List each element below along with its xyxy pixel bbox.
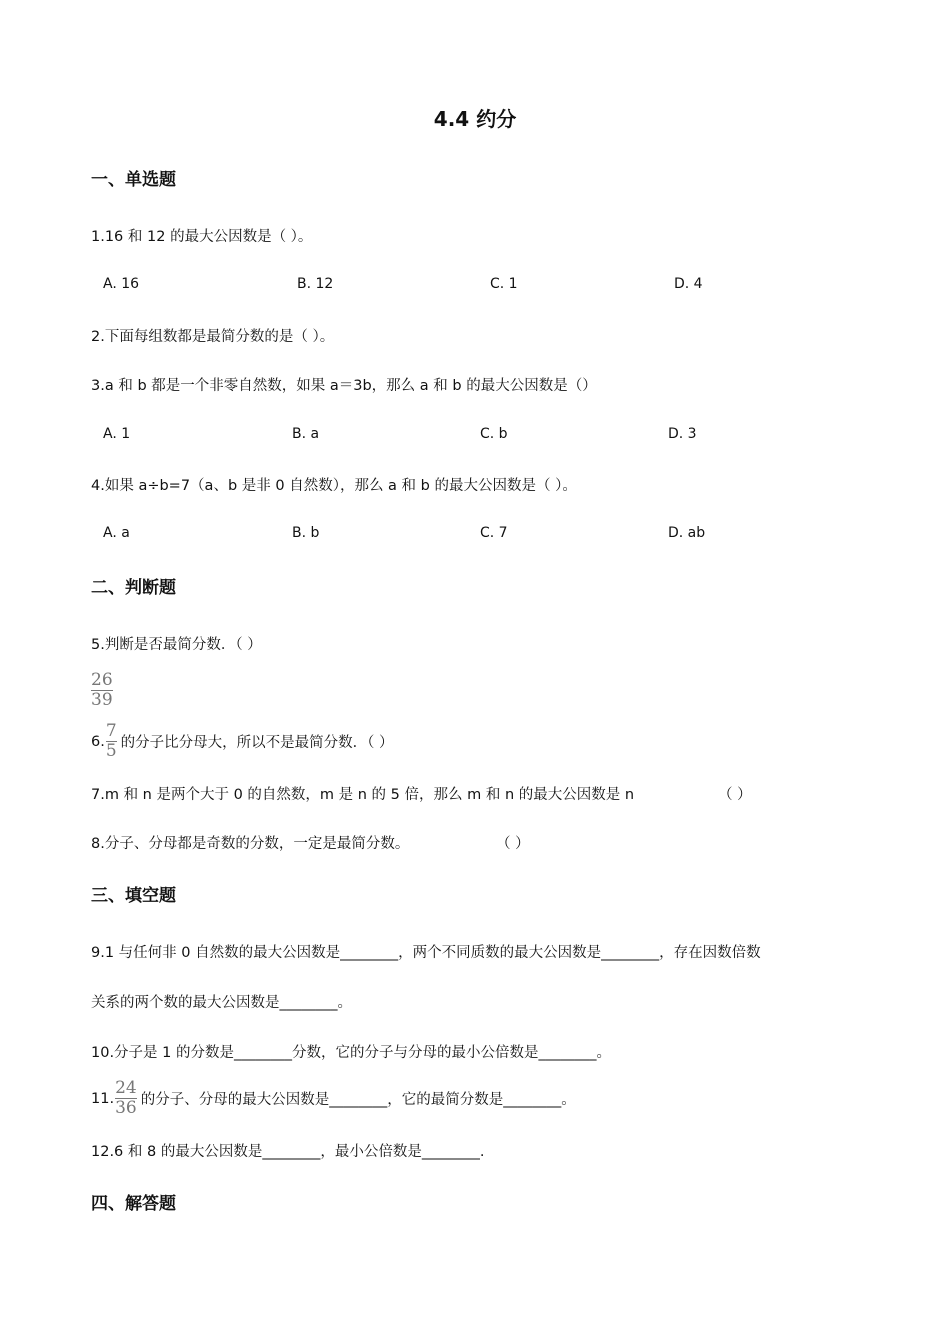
question-6 <box>91 723 394 760</box>
q8-answer-paren: （ ） <box>496 836 530 852</box>
q3-option-d: D. 3 <box>668 426 697 442</box>
question-7: 7.m 和 n 是两个大于 0 的自然数，m 是 n 的 5 倍，那么 m 和 n 的最大公因数是 n <box>91 787 635 803</box>
q3-option-b: B. a <box>292 426 320 442</box>
q6-text: 的分子比分母大，所以不是最简分数．（ ） <box>120 735 394 751</box>
question-9-line-2: 关系的两个数的最大公因数是________。 <box>91 995 352 1011</box>
q4-option-d: D. ab <box>668 525 706 541</box>
q3-option-a: A. 1 <box>103 426 131 442</box>
q11-number: 11. <box>91 1090 115 1107</box>
question-10: 10.分子是 1 的分数是________分数，它的分子与分母的最小公倍数是________。 <box>91 1045 612 1061</box>
section-heading-true-false: 二、判断题 <box>91 578 176 598</box>
q7-answer-paren: （ ） <box>718 787 752 803</box>
q1-option-a: A. 16 <box>103 276 140 292</box>
fraction-denominator: 36 <box>115 1098 137 1118</box>
question-2: 2.下面每组数都是最简分数的是（ ）。 <box>91 329 335 345</box>
q4-option-b: B. b <box>292 525 320 541</box>
question-3: 3.a 和 b 都是一个非零自然数，如果 a＝3b，那么 a 和 b 的最大公因数是（） <box>91 378 597 394</box>
fraction-numerator: 24 <box>115 1078 137 1098</box>
question-11 <box>91 1080 576 1117</box>
fraction-numerator: 26 <box>91 670 113 690</box>
q4-option-a: A. a <box>103 525 130 541</box>
q5-fraction <box>91 672 113 709</box>
question-5: 5.判断是否最简分数．（ ） <box>91 637 262 653</box>
section-heading-solve: 四、解答题 <box>91 1194 176 1214</box>
q6-fraction <box>106 723 117 760</box>
q6-number: 6. <box>91 733 105 750</box>
q1-option-b: B. 12 <box>297 276 334 292</box>
q1-option-c: C. 1 <box>490 276 518 292</box>
q3-option-c: C. b <box>480 426 508 442</box>
question-8: 8.分子、分母都是奇数的分数，一定是最简分数。 <box>91 836 410 852</box>
fraction-denominator: 5 <box>105 741 117 761</box>
section-heading-fill-blank: 三、填空题 <box>91 886 176 906</box>
question-4: 4.如果 a÷b=7（a、b 是非 0 自然数），那么 a 和 b 的最大公因数是（ ）。 <box>91 478 577 494</box>
q4-option-c: C. 7 <box>480 525 508 541</box>
q11-fraction <box>115 1080 137 1117</box>
question-9-line-1: 9.1 与任何非 0 自然数的最大公因数是________，两个不同质数的最大公因数是________，存在因数倍数 <box>91 945 761 961</box>
fraction-denominator: 39 <box>91 690 113 710</box>
q1-option-d: D. 4 <box>674 276 703 292</box>
question-12: 12.6 和 8 的最大公因数是________，最小公倍数是________. <box>91 1144 485 1160</box>
q11-text: 的分子、分母的最大公因数是________，它的最简分数是________。 <box>140 1092 576 1108</box>
page-title: 4.4 约分 <box>433 107 517 131</box>
section-heading-single-choice: 一、单选题 <box>91 170 176 190</box>
question-1: 1.16 和 12 的最大公因数是（ ）。 <box>91 229 313 245</box>
fraction-numerator: 7 <box>105 721 117 741</box>
